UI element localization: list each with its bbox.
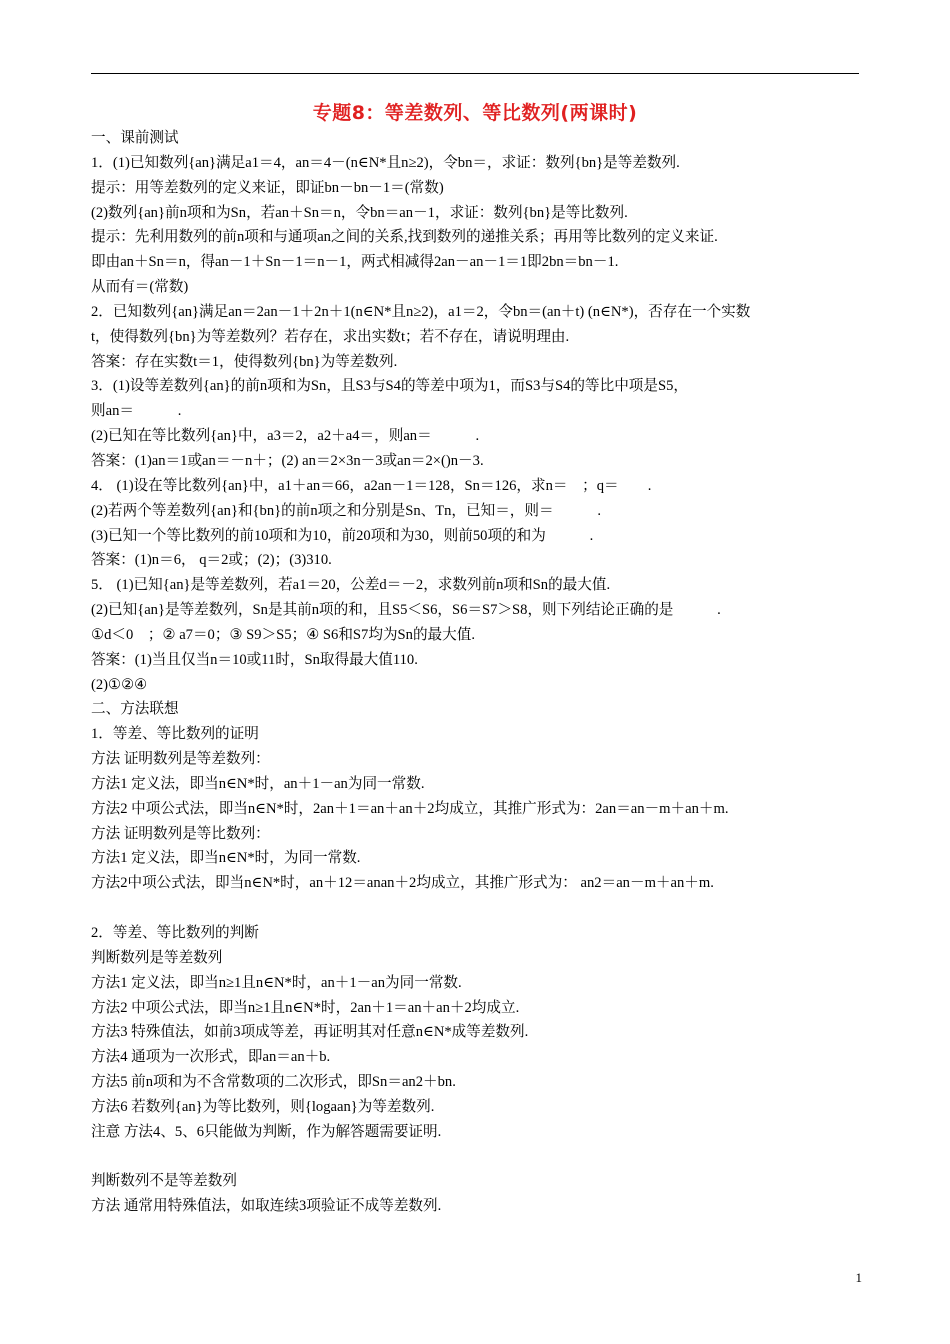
- text-line: 即由an＋Sn＝n，得an－1＋Sn－1＝n－1，两式相减得2an－an－1＝1即2bn＝bn－1.: [91, 254, 619, 271]
- text-line: 方法5 前n项和为不含常数项的二次形式，即Sn＝an2＋bn.: [91, 1074, 456, 1091]
- text-line: 一、课前测试: [91, 130, 179, 146]
- text-line: 提示：先利用数列的前n项和与通项an之间的关系,找到数列的递推关系；再用等比数列的定义来证.: [91, 229, 718, 246]
- text-line: 1．等差、等比数列的证明: [91, 726, 259, 743]
- text-line: 答案：(1)当且仅当n＝10或11时，Sn取得最大值110.: [91, 651, 418, 668]
- text-line: 方法1 定义法，即当n≥1且n∈N*时，an＋1－an为同一常数.: [91, 974, 462, 991]
- text-line: (2)数列{an}前n项和为Sn，若an＋Sn＝n，令bn＝an－1，求证：数列{bn}是等比数列.: [91, 204, 628, 221]
- text-line: 1．(1)已知数列{an}满足a1＝4，an＝4－(n∈N*且n≥2)，令bn＝，求证：数列{bn}是等差数列.: [91, 154, 680, 171]
- text-line: (2)已知{an}是等差数列，Sn是其前n项的和，且S5＜S6，S6＝S7＞S8，则下列结论正确的是 .: [91, 602, 721, 619]
- text-line: 2．已知数列{an}满足an＝2an－1＋2n＋1(n∈N*且n≥2)，a1＝2，令bn＝(an＋t) (n∈N*)，否存在一个实数: [91, 303, 751, 320]
- page-title: 专题8：等差数列、等比数列(两课时): [312, 102, 638, 124]
- text-line: (3)已知一个等比数列的前10项和为10，前20项和为30，则前50项的和为 .: [91, 527, 594, 544]
- text-line: 注意 方法4、5、6只能做为判断，作为解答题需要证明.: [91, 1123, 442, 1140]
- page-number: 1: [855, 1270, 862, 1285]
- header-rule: [91, 73, 859, 74]
- text-line: (2)已知在等比数列{an}中，a3＝2，a2＋a4＝，则an＝ .: [91, 428, 480, 445]
- blank-line: [91, 896, 871, 921]
- text-line: 3．(1)设等差数列{an}的前n项和为Sn，且S3与S4的等差中项为1，而S3与S4的等比中项是S5，: [91, 378, 688, 395]
- text-line: 方法1 定义法，即当n∈N*时，an＋1－an为同一常数.: [91, 775, 425, 792]
- text-line: 从而有＝(常数): [91, 279, 189, 296]
- text-line: 答案：存在实数t＝1，使得数列{bn}为等差数列.: [91, 353, 398, 370]
- text-line: 判断数列不是等差数列: [91, 1173, 237, 1190]
- blank-line: [91, 1145, 871, 1170]
- text-line: ①d＜0 ；② a7＝0；③ S9＞S5；④ S6和S7均为Sn的最大值.: [91, 626, 475, 643]
- text-line: 则an＝ .: [91, 403, 182, 420]
- text-line: 方法6 若数列{an}为等比数列，则{logaan}为等差数列.: [91, 1098, 435, 1115]
- text-line: 2．等差、等比数列的判断: [91, 925, 259, 941]
- text-line: 方法3 特殊值法，如前3项成等差，再证明其对任意n∈N*成等差数列.: [91, 1024, 529, 1041]
- text-line: 答案：(1)n＝6， q＝2或；(2)；(3)310.: [91, 552, 332, 569]
- text-line: 方法2中项公式法，即当n∈N*时，an＋12＝anan＋2均成立，其推广形式为： an2＝an－m＋an＋m.: [91, 875, 714, 892]
- document-body: [91, 126, 871, 1219]
- text-line: 4． (1)设在等比数列{an}中，a1＋an＝66，a2an－1＝128，Sn＝126，求n＝ ；q＝ .: [91, 477, 652, 494]
- text-line: 5． (1)已知{an}是等差数列，若a1＝20，公差d＝－2，求数列前n项和Sn的最大值.: [91, 577, 611, 594]
- text-line: (2)若两个等差数列{an}和{bn}的前n项之和分别是Sn、Tn，已知＝，则＝ .: [91, 502, 602, 519]
- text-line: 方法2 中项公式法，即当n≥1且n∈N*时，2an＋1＝an＋an＋2均成立.: [91, 999, 520, 1016]
- text-line: 判断数列是等差数列: [91, 949, 223, 966]
- text-line: (2)①②④: [91, 676, 148, 693]
- text-line: 方法 证明数列是等比数列：: [91, 825, 270, 842]
- text-line: 方法4 通项为一次形式，即an＝an＋b.: [91, 1049, 331, 1066]
- text-line: 方法 证明数列是等差数列：: [91, 751, 270, 768]
- text-line: 答案：(1)an＝1或an＝－n＋；(2) an＝2×3n－3或an＝2×()n－3.: [91, 452, 484, 469]
- text-line: 提示：用等差数列的定义来证，即证bn－bn－1＝(常数): [91, 179, 444, 196]
- text-line: 方法 通常用特殊值法，如取连续3项验证不成等差数列.: [91, 1198, 442, 1215]
- text-line: 二、方法联想: [91, 701, 179, 718]
- text-line: 方法2 中项公式法，即当n∈N*时，2an＋1＝an＋an＋2均成立，其推广形式为：2an＝an－m＋an＋m.: [91, 800, 729, 817]
- text-line: t，使得数列{bn}为等差数列？若存在，求出实数t；若不存在，请说明理由.: [91, 328, 570, 345]
- text-line: 方法1 定义法，即当n∈N*时，为同一常数.: [91, 850, 361, 867]
